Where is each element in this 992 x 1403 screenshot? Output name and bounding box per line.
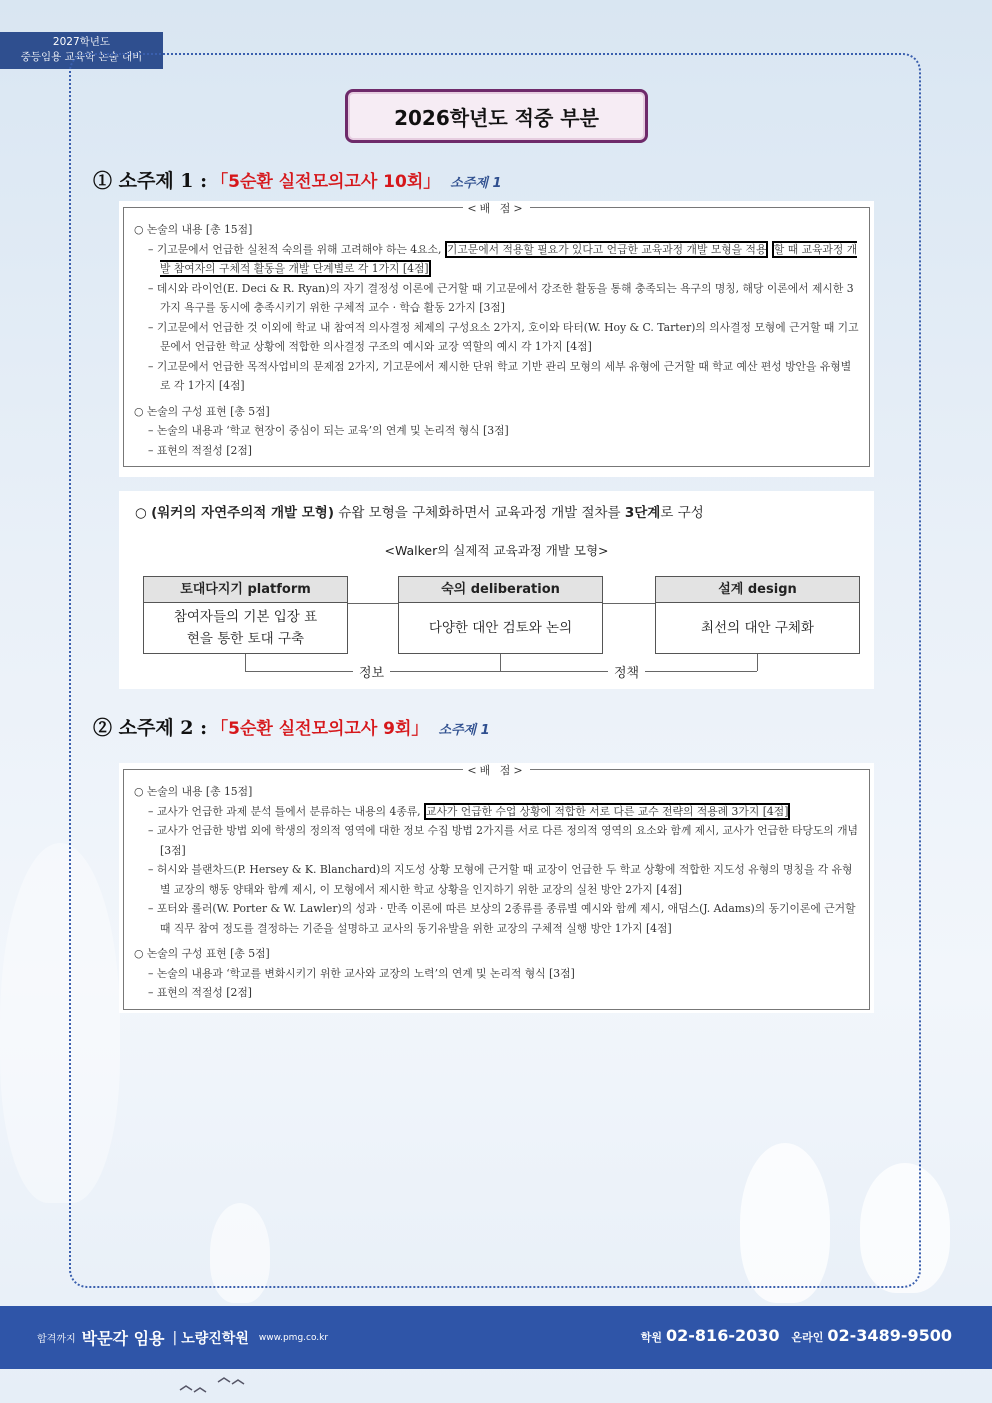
phone1-number: 02-816-2030 xyxy=(666,1326,780,1345)
walker-model-panel xyxy=(119,491,874,689)
label-policy: 정책 xyxy=(608,662,645,681)
page-title: 2026학년도 적중 부분 xyxy=(345,89,648,143)
stage-box-deliberation xyxy=(398,576,603,654)
score-item: – 기고문에서 언급한 것 이외에 학교 내 참여적 의사결정 체제의 구성요소 2가지, 호이와 타터(W. Hoy & C. Tarter)의 의사결정 모형에 근거할 때 기고문에서 언급한 학교 상황에 적합한 의사결정 구조의 예시와 교장 역할의 예시 각 1가지 [4점] xyxy=(148,320,859,353)
connector-line xyxy=(346,603,398,604)
phone1-label: 학원 xyxy=(640,1331,663,1344)
stage-box-design xyxy=(655,576,860,654)
footer-bar xyxy=(0,1306,992,1369)
section1-exam: 「5순환 실전모의고사 10회」 xyxy=(211,172,441,192)
section1-label: ① 소주제 1 : xyxy=(93,170,208,192)
highlight-box: 할 때 교육과정 개발 참여자의 구체적 활동을 개발 단계별로 각 1가지 [4점] xyxy=(160,242,858,275)
tag-line1: 2027학년도 xyxy=(52,36,111,48)
section2-label: ② 소주제 2 : xyxy=(93,717,208,739)
stage-body: 다양한 대안 검토와 논의 xyxy=(428,620,573,636)
section2-exam: 「5순환 실전모의고사 9회」 xyxy=(211,719,429,739)
highlight-box: 교사가 언급한 수업 상황에 적합한 서로 다른 교수 전략의 적용례 3가지 [4점] xyxy=(426,804,789,818)
walker-lead-tail: 로 구성 xyxy=(660,505,704,521)
bracket-line xyxy=(245,654,246,671)
bracket-line xyxy=(757,654,758,671)
section2-hand-note: 소주제 1 xyxy=(438,723,490,738)
score-item: – 표현의 적절성 [2점] xyxy=(148,986,252,999)
stage-body: 최선의 대안 구체화 xyxy=(701,620,814,636)
score-panel-2 xyxy=(119,763,874,1013)
bracket-line xyxy=(500,654,501,671)
score-category: ○ 논술의 내용 [총 15점] xyxy=(134,223,253,236)
phone2-label: 온라인 xyxy=(791,1331,824,1344)
walker-subtitle: <Walker의 실제적 교육과정 개발 모형> xyxy=(384,543,609,558)
score-item-text: – 기고문에서 언급한 실천적 숙의를 위해 고려해야 하는 4요소, xyxy=(148,242,442,256)
bird-icon xyxy=(178,1374,248,1396)
birds-decoration xyxy=(178,1374,248,1400)
footer-separator: | xyxy=(172,1329,178,1346)
footer-brand: 박문각 임용 xyxy=(81,1329,165,1348)
score-legend: <배 점> xyxy=(463,764,529,777)
footer-brand-group xyxy=(37,1326,328,1349)
walker-lead-bold: (워커의 자연주의적 개발 모형) xyxy=(151,505,335,521)
highlight-box: 기고문에서 적용할 필요가 있다고 언급한 교육과정 개발 모형을 적용 xyxy=(446,242,767,256)
stage-head: 토대다지기 platform xyxy=(144,577,347,603)
score-item xyxy=(134,240,861,279)
bullet: ○ xyxy=(135,505,147,521)
section2-heading xyxy=(93,713,490,740)
footer-slogan: 합격까지 xyxy=(37,1334,76,1345)
stage-head: 설계 design xyxy=(656,577,859,603)
tag-line2: 중등임용 교육학 논술 대비 xyxy=(20,51,143,63)
stage-body: 참여자들의 기본 입장 표현을 통한 토대 구축 xyxy=(173,609,318,647)
score-item xyxy=(134,802,861,822)
footer-institute: 노량진학원 xyxy=(181,1330,249,1347)
stage-head: 숙의 deliberation xyxy=(399,577,602,603)
score-item: – 기고문에서 언급한 목적사업비의 문제점 2가지, 기고문에서 제시한 단위 학교 기반 관리 모형의 세부 유형에 근거할 때 학교 예산 편성 방안을 유형별로 각 1가지 [4점] xyxy=(148,359,852,392)
score-item: – 논술의 내용과 ‘학교 현장이 중심이 되는 교육’의 연계 및 논리적 형식 [3점] xyxy=(148,424,509,437)
walker-lead-steps: 3단계 xyxy=(624,505,661,521)
stage-box-platform xyxy=(143,576,348,654)
footer-phones xyxy=(641,1326,952,1345)
score-category: ○ 논술의 구성 표현 [총 5점] xyxy=(134,947,270,960)
score-legend: <배 점> xyxy=(463,202,529,215)
score-item: – 허시와 블랜차드(P. Hersey & K. Blanchard)의 지도성 상황 모형에 근거할 때 교장이 언급한 두 학교 상황에 적합한 지도성 유형의 명칭을 각 유형별 교장의 행동 양태와 함께 제시, 이 모형에서 제시한 학교 상황을 인지하기 위한 교장의 실천 방안 2가지 [4점] xyxy=(148,863,853,896)
score-panel-1 xyxy=(119,201,874,477)
score-item: – 포터와 롤러(W. Porter & W. Lawler)의 성과 · 만족 이론에 따른 보상의 2종류를 종류별 예시와 함께 제시, 애덤스(J. Adams)의 동기이론에 근거할 때 직무 참여 정도를 결정하는 기준을 설명하고 교사의 동기유발을 위한 교장의 구체적 실행 방안 1가지 [4점] xyxy=(148,902,856,935)
section1-heading xyxy=(93,166,502,193)
label-info: 정보 xyxy=(353,662,390,681)
walker-lead xyxy=(135,501,704,521)
footer-url[interactable]: www.pmg.co.kr xyxy=(258,1332,329,1343)
score-item-text: – 교사가 언급한 과제 분석 틀에서 분류하는 내용의 4종류, xyxy=(148,804,421,818)
score-category: ○ 논술의 내용 [총 15점] xyxy=(134,785,253,798)
score-category: ○ 논술의 구성 표현 [총 5점] xyxy=(134,404,270,418)
score-item: – 데시와 라이언(E. Deci & R. Ryan)의 자기 결정성 이론에 근거할 때 기고문에서 강조한 활동을 통해 충족되는 욕구의 명칭, 해당 이론에서 제시한 3가지 욕구를 동시에 충족시키기 위한 구체적 교수 · 학습 활동 2가지 [3점] xyxy=(148,281,854,314)
score-box-1 xyxy=(123,202,870,467)
walker-lead-text: 슈왑 모형을 구체화하면서 교육과정 개발 절차를 xyxy=(334,505,625,521)
section1-hand-note: 소주제 1 xyxy=(450,176,502,191)
connector-line xyxy=(603,603,655,604)
score-item: – 교사가 언급한 방법 외에 학생의 정의적 영역에 대한 정보 수집 방법 2가지를 서로 다른 정의적 영역의 요소와 함께 제시, 교사가 언급한 타당도의 개념 [3점] xyxy=(148,824,858,857)
score-item: – 논술의 내용과 ‘학교를 변화시키기 위한 교사와 교장의 노력’의 연계 및 논리적 형식 [3점] xyxy=(148,966,575,980)
phone2-number: 02-3489-9500 xyxy=(827,1326,952,1345)
score-box-2 xyxy=(123,764,870,1010)
score-item: – 표현의 적절성 [2점] xyxy=(148,443,252,457)
